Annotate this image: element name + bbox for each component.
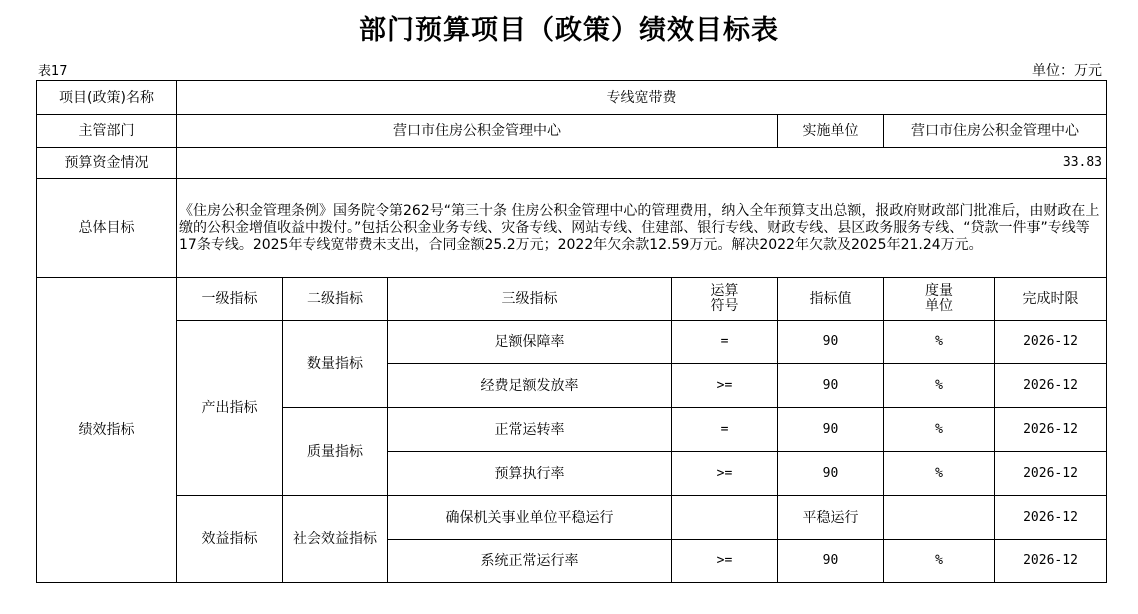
implementing-unit-label: 实施单位 xyxy=(778,115,884,148)
header-measure-unit-line1: 度量 xyxy=(925,283,953,299)
level1-benefit: 效益指标 xyxy=(177,496,283,583)
performance-target-table xyxy=(36,80,1107,583)
measure-unit-cell: % xyxy=(884,408,995,452)
measure-unit-cell xyxy=(884,496,995,540)
deadline-cell: 2026-12 xyxy=(995,540,1107,583)
overall-goal-row xyxy=(37,179,1107,278)
budget-value: 33.83 xyxy=(177,148,1107,179)
deadline-cell: 2026-12 xyxy=(995,321,1107,364)
header-operator-line1: 运算 xyxy=(710,283,739,299)
budget-label: 预算资金情况 xyxy=(37,148,177,179)
table-row xyxy=(37,321,1107,364)
measure-unit-cell: % xyxy=(884,540,995,583)
level3-indicator: 足额保障率 xyxy=(388,321,672,364)
deadline-cell: 2026-12 xyxy=(995,364,1107,408)
level2-quality: 质量指标 xyxy=(283,408,388,496)
level3-indicator: 确保机关事业单位平稳运行 xyxy=(388,496,672,540)
level3-indicator: 预算执行率 xyxy=(388,452,672,496)
header-level2: 二级指标 xyxy=(283,278,388,321)
budget-row xyxy=(37,148,1107,179)
indicator-value-cell: 90 xyxy=(778,452,884,496)
operator-cell: >= xyxy=(672,452,778,496)
level3-indicator: 经费足额发放率 xyxy=(388,364,672,408)
deadline-cell: 2026-12 xyxy=(995,452,1107,496)
page-title: 部门预算项目（政策）绩效目标表 xyxy=(359,15,779,46)
measure-unit-cell: % xyxy=(884,364,995,408)
performance-indicator-label: 绩效指标 xyxy=(37,278,177,583)
indicator-value-cell: 90 xyxy=(778,408,884,452)
indicator-value-cell: 90 xyxy=(778,364,884,408)
level3-indicator: 系统正常运行率 xyxy=(388,540,672,583)
level3-indicator: 正常运转率 xyxy=(388,408,672,452)
department-row xyxy=(37,115,1107,148)
indicator-value-cell: 90 xyxy=(778,540,884,583)
operator-cell: = xyxy=(672,321,778,364)
measure-unit-cell: % xyxy=(884,321,995,364)
header-indicator-value: 指标值 xyxy=(778,278,884,321)
header-level3: 三级指标 xyxy=(388,278,672,321)
header-deadline: 完成时限 xyxy=(995,278,1107,321)
implementing-unit-value: 营口市住房公积金管理中心 xyxy=(884,115,1107,148)
project-name-label: 项目(政策)名称 xyxy=(37,81,177,115)
unit-label: 单位：万元 xyxy=(1032,63,1102,79)
header-measure-unit-line2: 单位 xyxy=(925,298,953,314)
project-name-value: 专线宽带费 xyxy=(177,81,1107,115)
department-label: 主管部门 xyxy=(37,115,177,148)
table-row xyxy=(37,496,1107,540)
project-name-row xyxy=(37,81,1107,115)
overall-goal-text: 《住房公积金管理条例》国务院令第262号“第三十条 住房公积金管理中心的管理费用，纳入全年预算支出总额，报政府财政部门批准后，由财政在上缴的公积金增值收益中拨付。”包括公积金业务专线、灾备专线、网站专线、住建部、银行专线、财政专线、县区政务服务专线、“贷款一件事”专线等17条专线。2025年专线宽带费未支出，合同金额25.2万元；2022年欠余款12.59万元。解决2022年欠款及2025年21.24万元。 xyxy=(177,179,1107,278)
header-operator xyxy=(672,278,778,321)
operator-cell: >= xyxy=(672,540,778,583)
level2-social-benefit: 社会效益指标 xyxy=(283,496,388,583)
operator-cell: = xyxy=(672,408,778,452)
indicator-header-row xyxy=(37,278,1107,321)
overall-goal-label: 总体目标 xyxy=(37,179,177,278)
level2-quantity: 数量指标 xyxy=(283,321,388,408)
indicator-value-cell: 90 xyxy=(778,321,884,364)
operator-cell xyxy=(672,496,778,540)
measure-unit-cell: % xyxy=(884,452,995,496)
indicator-value-cell: 平稳运行 xyxy=(778,496,884,540)
level1-output: 产出指标 xyxy=(177,321,283,496)
department-value: 营口市住房公积金管理中心 xyxy=(177,115,778,148)
header-measure-unit xyxy=(884,278,995,321)
header-level1: 一级指标 xyxy=(177,278,283,321)
header-operator-line2: 符号 xyxy=(710,298,739,314)
deadline-cell: 2026-12 xyxy=(995,496,1107,540)
table-number: 表17 xyxy=(38,64,68,79)
operator-cell: >= xyxy=(672,364,778,408)
deadline-cell: 2026-12 xyxy=(995,408,1107,452)
